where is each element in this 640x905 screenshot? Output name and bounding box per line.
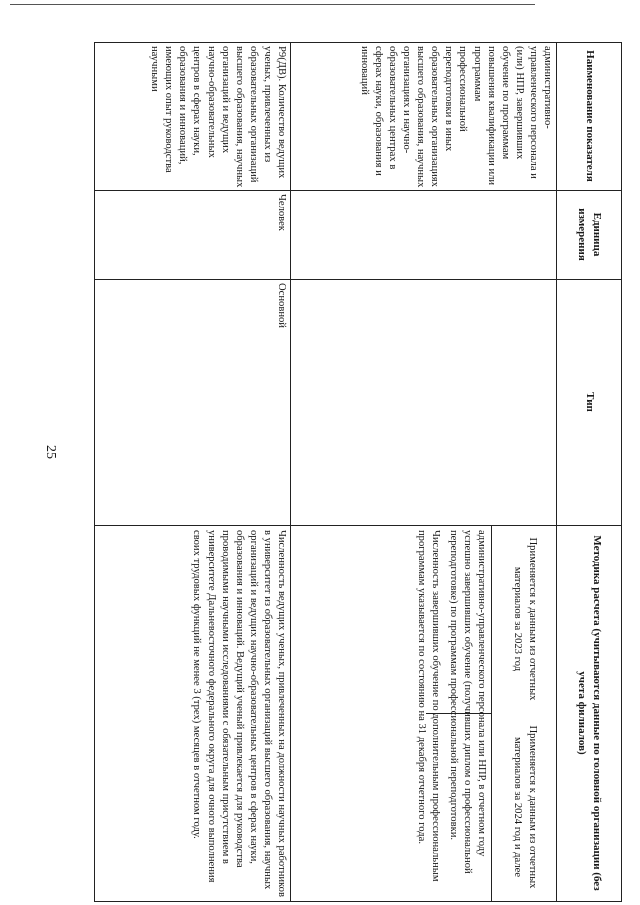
page-number: 25: [43, 445, 58, 459]
row1-method-text: административно-управленческого персонала или НПР, в отчетном году успешно завершивших обучение (получивших диплом о профессиональной переподготовке) по программам профессиональной переподготовки.: [447, 530, 487, 874]
header-method: Методика расчета (учитываются данные по головной организации (без учета филиалов): [576, 535, 603, 891]
rotated-page-content: [94, 42, 622, 902]
row2-name: Р9(ДВ). Количество ведущих ученых, привлеченных из образовательных организаций высшего образования, научных организаций и ведущих научно-образовательных центров в сферах науки, образования и инноваций, имеющих опыт руководства научными: [149, 46, 287, 188]
top-rule: [10, 4, 535, 5]
header-2024: Применяется к данным из отчетных материалов за 2024 год и далее: [512, 725, 538, 889]
row2-unit: Человек: [276, 194, 287, 231]
header-unit: Единица измерения: [576, 208, 603, 261]
row1-name: административно-управленческого персонала и (или) НПР, завершивших обучение по программам повышения квалификации или программам профессиональной переподготовки в иных образовательных организациях высшего образования, научных организациях и научно-образовательных центрах в сферах науки, образования и инноваций: [358, 46, 553, 188]
header-2023: Применяется к данным из отчетных материалов за 2023 год: [512, 537, 538, 701]
row2-method: Численность ведущих ученых, привлеченных на должности научных работников в университет из образовательных организаций высшего образования, научных организаций и ведущих научно-образовательных центров в сферах науки, образования и инноваций. Ведущий ученый привлекается для руководства проводимыми научными исследованиями с обязательным присутствием в университете Дальневосточного федерального округа для очного выполнения своих трудовых функций не менее 3 (трех) месяцев в отчетном году.: [191, 530, 287, 897]
header-name: Наименование показателя: [583, 50, 596, 182]
header-type: Тип: [583, 392, 596, 412]
indicator-table: [94, 42, 622, 902]
row1-method: [292, 530, 488, 898]
row1-method-note: Численность завершивших обучение по дополнительным профессиональным программам указывается по состоянию на 31 декабря отчетного года.: [415, 530, 441, 882]
row2-type: Основной: [276, 283, 287, 328]
